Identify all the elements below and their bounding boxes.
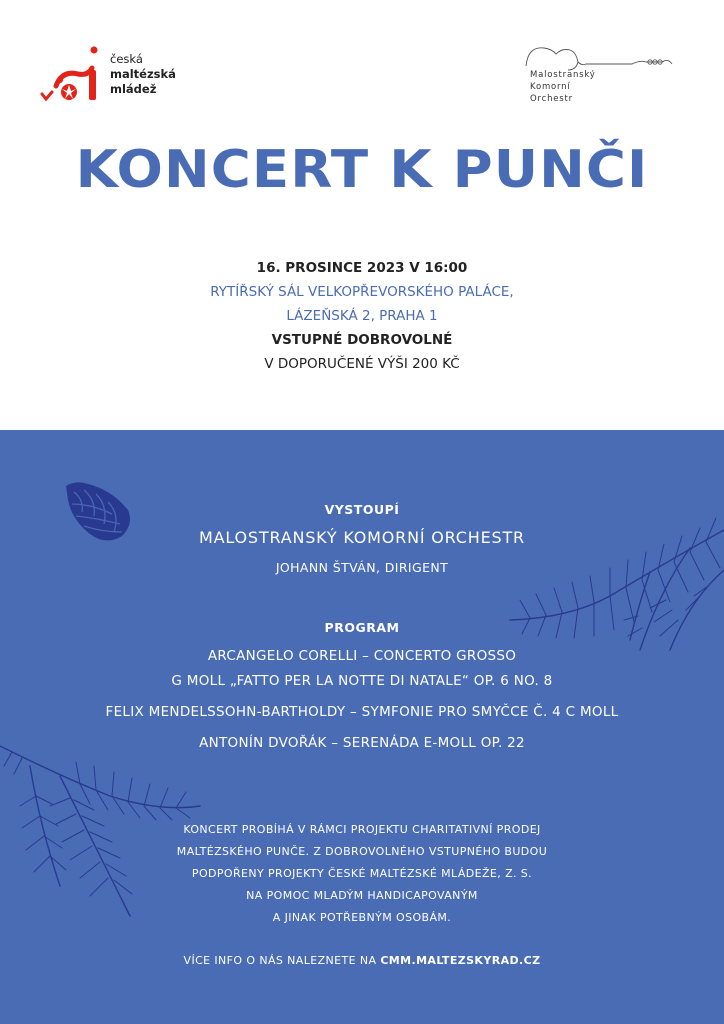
performers-label: VYSTOUPÍ [324, 502, 400, 517]
orchestra-name: MALOSTRANSKÝ KOMORNÍ ORCHESTR [199, 528, 525, 547]
header-section [0, 0, 724, 430]
event-venue-line-2: LÁZEŇSKÁ 2, PRAHA 1 [286, 308, 438, 324]
orchestra-logo-text [530, 69, 596, 105]
charity-note-line-2: MALTÉZSKÉHO PUNČE. Z DOBROVOLNÉHO VSTUPNÉHO BUDOU [176, 845, 548, 858]
program-item-3: ANTONÍN DVOŘÁK – SERENÁDA E-MOLL OP. 22 [199, 735, 525, 751]
program-item-1-line-2: G MOLL „FATTO PER LA NOTTE DI NATALE“ OP. 6 NO. 8 [171, 673, 553, 689]
event-venue-line-1: RYTÍŘSKÝ SÁL VELKOPŘEVORSKÉHO PALÁCE, [210, 284, 514, 300]
cmm-logo-line-1: česká [110, 52, 143, 66]
orchestra-logo-line-2: Komorní [530, 82, 571, 92]
cmm-logo [40, 42, 200, 106]
event-info [0, 256, 724, 376]
program-item-2: FELIX MENDELSSOHN-BARTHOLDY – SYMFONIE PRO SMYČCE Č. 4 C MOLL [105, 704, 619, 720]
pine-branch-right-icon [490, 500, 724, 660]
program-label: PROGRAM [324, 620, 400, 635]
conductor: JOHANN ŠTVÁN, DIRIGENT [275, 560, 449, 575]
program-item-1-line-1: ARCANGELO CORELLI – CONCERTO GROSSO [207, 648, 517, 664]
charity-note-line-1: KONCERT PROBÍHÁ V RÁMCI PROJEKTU CHARITATIVNÍ PRODEJ [183, 823, 541, 836]
cmm-logo-icon [40, 42, 110, 106]
cmm-logo-text [110, 52, 176, 97]
event-entry: VSTUPNÉ DOBROVOLNÉ [271, 332, 453, 348]
orchestra-logo-line-3: Orchestr [530, 94, 573, 104]
charity-note [0, 819, 724, 929]
cmm-logo-line-3: mládež [110, 82, 157, 96]
program-list [0, 644, 724, 756]
page-title: KONCERT K PUNČI [75, 140, 649, 200]
more-info-text: VÍCE INFO O NÁS NALEZNETE NA [183, 954, 377, 967]
charity-note-line-5: A JINAK POTŘEBNÝM OSOBÁM. [272, 911, 452, 924]
details-section [0, 430, 724, 1024]
website-link[interactable]: CMM.MALTEZSKYRAD.CZ [380, 954, 541, 967]
orchestra-logo [522, 40, 682, 110]
event-price-note: V DOPORUČENÉ VÝŠI 200 KČ [264, 356, 460, 372]
orchestra-logo-line-1: Malostranský [530, 70, 596, 80]
event-date: 16. PROSINCE 2023 V 16:00 [256, 260, 468, 276]
cmm-logo-line-2: maltézská [110, 67, 176, 81]
charity-note-line-3: PODPOŘENY PROJEKTY ČESKÉ MALTÉZSKÉ MLÁDEŽE, Z. S. [191, 867, 533, 880]
more-info [0, 954, 724, 967]
charity-note-line-4: NA POMOC MLADÝM HANDICAPOVANÝM [246, 889, 478, 902]
